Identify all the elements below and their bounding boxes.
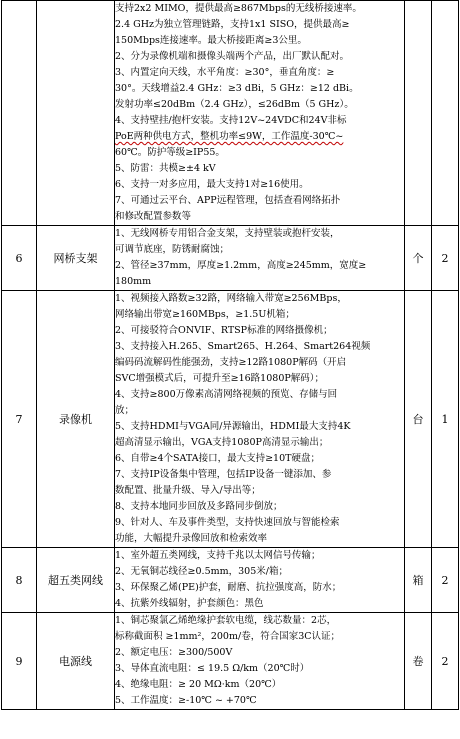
- item-spec: [115, 613, 405, 710]
- spec-line: 2、管径≥37mm，厚度≥1.2mm，高度≥245mm，宽度≥: [115, 260, 367, 271]
- spec-line: 和修改配置参数等: [115, 211, 192, 222]
- table-row: [2, 1, 459, 226]
- spec-line: 数配置、批量升级、导入/导出等；: [115, 485, 261, 496]
- item-name: 超五类网线: [37, 548, 115, 613]
- table-row: [2, 226, 459, 291]
- row-number: 7: [2, 291, 37, 548]
- spec-line: 5、防雷：共模≥±4 kV: [115, 163, 216, 174]
- spec-line: PoE两种供电方式，整机功率≤9W，工作温度-30℃~: [115, 131, 344, 142]
- item-quantity: 1: [432, 291, 459, 548]
- spec-line: 3、支持接入H.265、Smart265、H.264、Smart264视频: [115, 341, 371, 352]
- spec-line: 1、无线网桥专用铝合金支架，支持壁装或抱杆安装，: [115, 228, 340, 239]
- table-row: [2, 613, 459, 710]
- spec-line: 3、内置定向天线，水平角度：≥30°，垂直角度：≥: [115, 67, 335, 78]
- item-unit: 卷: [405, 613, 432, 710]
- spec-line: 60℃。防护等级≥IP55。: [115, 147, 225, 158]
- item-unit: 台: [405, 291, 432, 548]
- item-unit: [405, 1, 432, 226]
- row-number: 9: [2, 613, 37, 710]
- spec-line: 5、支持HDMI与VGA同/异源输出，HDMI最大支持4K: [115, 421, 351, 432]
- spec-line: 编码码流解码性能强劲，支持≥12路1080P解码（开启: [115, 357, 347, 368]
- spec-line: 4、抗紫外线辐射，护套颜色：黑色: [115, 598, 264, 609]
- spec-line: 7、可通过云平台、APP远程管理，包括查看网络拓扑: [115, 195, 341, 206]
- spec-line: 2、额定电压：≥300/500V: [115, 647, 233, 658]
- item-unit: 箱: [405, 548, 432, 613]
- spec-line: 支持2x2 MIMO，提供最高≥867Mbps的无线桥接速率。: [115, 3, 362, 14]
- table-row: [2, 548, 459, 613]
- spec-line: 2、可接驳符合ONVIF、RTSP标准的网络摄像机；: [115, 325, 333, 336]
- spec-line: 2、无氧铜芯线径≥0.5mm，305米/箱；: [115, 566, 288, 577]
- item-spec: [115, 1, 405, 226]
- spec-line: 网络输出带宽≥160MBps，≥1.5U机箱；: [115, 309, 295, 320]
- spec-line: 180mm: [115, 276, 152, 287]
- item-quantity: 2: [432, 226, 459, 291]
- item-name: 录像机: [37, 291, 115, 548]
- spec-line: 功能，大幅提升录像回放和检索效率: [115, 533, 268, 544]
- item-name: [37, 1, 115, 226]
- item-quantity: 2: [432, 548, 459, 613]
- item-spec: [115, 226, 405, 291]
- spec-line: 2.4 GHz为独立管理链路，支持1x1 SISO，提供最高≥: [115, 19, 350, 30]
- item-quantity: 2: [432, 613, 459, 710]
- row-number: 8: [2, 548, 37, 613]
- spec-line: 1、室外超五类网线，支持千兆以太网信号传输；: [115, 550, 321, 561]
- spec-line: 3、导体直流电阻：≤ 19.5 Ω/km（20℃时）: [115, 663, 310, 674]
- item-name: 电源线: [37, 613, 115, 710]
- spec-line: 3、环保聚乙烯(PE)护套，耐磨、抗拉强度高，防水；: [115, 582, 342, 593]
- spec-line: SVC增强模式后，可提升至≥16路1080P解码）；: [115, 373, 325, 384]
- spec-line: 发射功率≤20dBm（2.4 GHz），≤26dBm（5 GHz）。: [115, 99, 354, 110]
- spec-line: 150Mbps连接速率。最大桥接距离≥3公里。: [115, 35, 307, 46]
- spec-line: 4、绝缘电阻：≥ 20 MΩ·km（20℃）: [115, 679, 282, 690]
- spec-line: 6、支持一对多应用，最大支持1对≥16使用。: [115, 179, 309, 190]
- table-row: [2, 291, 459, 548]
- spec-line: 1、视频接入路数≥32路，网络输入带宽≥256MBps，: [115, 293, 347, 304]
- row-number: [2, 1, 37, 226]
- item-spec: [115, 548, 405, 613]
- spec-line: 8、支持本地同步回放及多路同步倒放；: [115, 501, 283, 512]
- item-quantity: [432, 1, 459, 226]
- item-name: 网桥支架: [37, 226, 115, 291]
- spec-line: 可调节底座，防锈耐腐蚀；: [115, 244, 230, 255]
- spec-line: 2、分为录像机端和摄像头端两个产品，出厂默认配对。: [115, 51, 350, 62]
- spec-line: 4、支持壁挂/抱杆安装。支持12V~24VDC和24V非标: [115, 115, 347, 126]
- spec-line: 30°。天线增益2.4 GHz：≥3 dBi，5 GHz：≥12 dBi。: [115, 83, 359, 94]
- spec-line: 5、工作温度：≥-10℃ ~ +70℃: [115, 695, 257, 706]
- spec-line: 标称截面积 ≥1mm²，200m/卷，符合国家3C认证；: [115, 631, 341, 642]
- item-spec: [115, 291, 405, 548]
- spec-line: 4、支持≥800万像素高清网络视频的预览、存储与回: [115, 389, 338, 400]
- spec-line: 放；: [115, 405, 135, 416]
- item-unit: 个: [405, 226, 432, 291]
- spec-line: 7、支持IP设备集中管理，包括IP设备一键添加、参: [115, 469, 332, 480]
- spec-line: 6、自带≥4个SATA接口，最大支持≥10T硬盘；: [115, 453, 320, 464]
- row-number: 6: [2, 226, 37, 291]
- spec-line: 9、针对人、车及事件类型，支持快速回放与智能检索: [115, 517, 340, 528]
- spec-line: 1、铜芯聚氯乙烯绝缘护套软电缆，线芯数量：2芯，: [115, 615, 337, 626]
- spec-table: [1, 0, 459, 710]
- spec-line: 超高清显示输出，VGA支持1080P高清显示输出；: [115, 437, 329, 448]
